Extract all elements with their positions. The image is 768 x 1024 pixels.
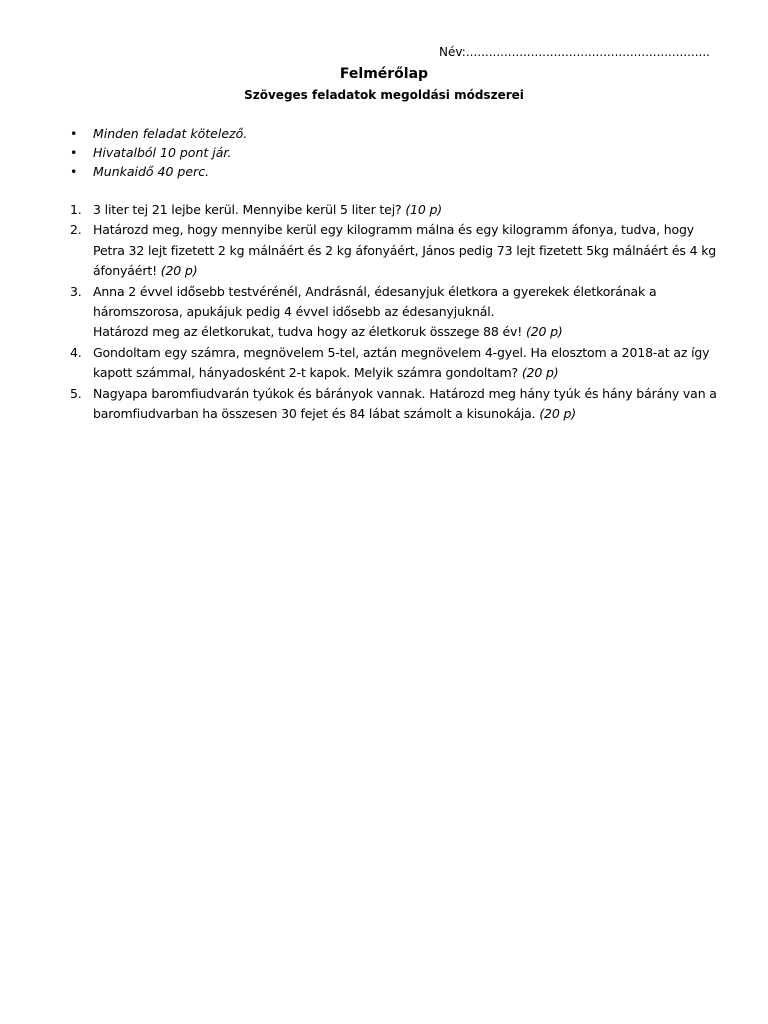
task-text: Nagyapa baromfiudvarán tyúkok és bárányok vannak. Határozd meg hány tyúk és hány bárány van a (93, 385, 717, 401)
page-subtitle: Szöveges feladatok megoldási módszerei (244, 88, 524, 102)
page-title: Felmérőlap (339, 66, 429, 82)
task-item (70, 343, 726, 384)
task-text: baromfiudvarban ha összesen 30 fejet és 84 lábat számolt a kisunokája. (93, 406, 536, 422)
task-item (70, 200, 726, 220)
rule-item: • Minden feladat kötelező. (70, 126, 248, 141)
task-item (70, 220, 726, 281)
task-text: Határozd meg, hogy mennyibe kerül egy kilogramm málna és egy kilogramm áfonya, tudva, hogy (93, 222, 695, 238)
task-points: (20 p) (521, 365, 559, 381)
task-text: Petra 32 lejt fizetett 2 kg málnáért és 2 kg áfonyáért, János pedig 73 lejt fizetett 5kg málnáért és 4 kg (93, 242, 717, 258)
task-number: 2. (70, 222, 82, 238)
task-number: 1. (70, 202, 82, 217)
task-text: Határozd meg az életkorukat, tudva hogy az életkoruk összege 88 év! (93, 324, 523, 340)
task-text: kapott számmal, hányadosként 2-t kapok. Melyik számra gondoltam? (93, 365, 518, 381)
task-list (70, 200, 726, 424)
task-number: 5. (70, 385, 82, 401)
task-text: áfonyáért! (93, 263, 157, 279)
bullet-icon: • (70, 126, 78, 141)
rules-list (70, 124, 247, 181)
task-points: (20 p) (160, 263, 198, 279)
task-number: 4. (70, 344, 82, 360)
task-number: 3. (70, 283, 82, 299)
bullet-icon: • (70, 164, 78, 179)
name-field: Név:................................................................ (439, 45, 710, 59)
task-text: 3 liter tej 21 lejbe kerül. Mennyibe kerül 5 liter tej? (93, 202, 402, 217)
task-item (70, 384, 726, 425)
rule-item: • Munkaidő 40 perc. (70, 164, 210, 179)
task-text: háromszorosa, apukájuk pedig 4 évvel idősebb az édesanyjuknál. (93, 304, 495, 320)
task-points: (10 p) (405, 202, 442, 217)
task-points: (20 p) (539, 406, 576, 422)
task-text: Anna 2 évvel idősebb testvérénél, Andrásnál, édesanyjuk életkora a gyerekek életkorának a (93, 283, 657, 299)
task-item (70, 282, 726, 343)
rule-item: • Hivatalból 10 pont jár. (70, 145, 232, 160)
bullet-icon: • (70, 145, 78, 160)
task-points: (20 p) (525, 324, 563, 340)
task-text: Gondoltam egy számra, megnövelem 5-tel, aztán megnövelem 4-gyel. Ha elosztom a 2018-at az így (93, 344, 710, 360)
